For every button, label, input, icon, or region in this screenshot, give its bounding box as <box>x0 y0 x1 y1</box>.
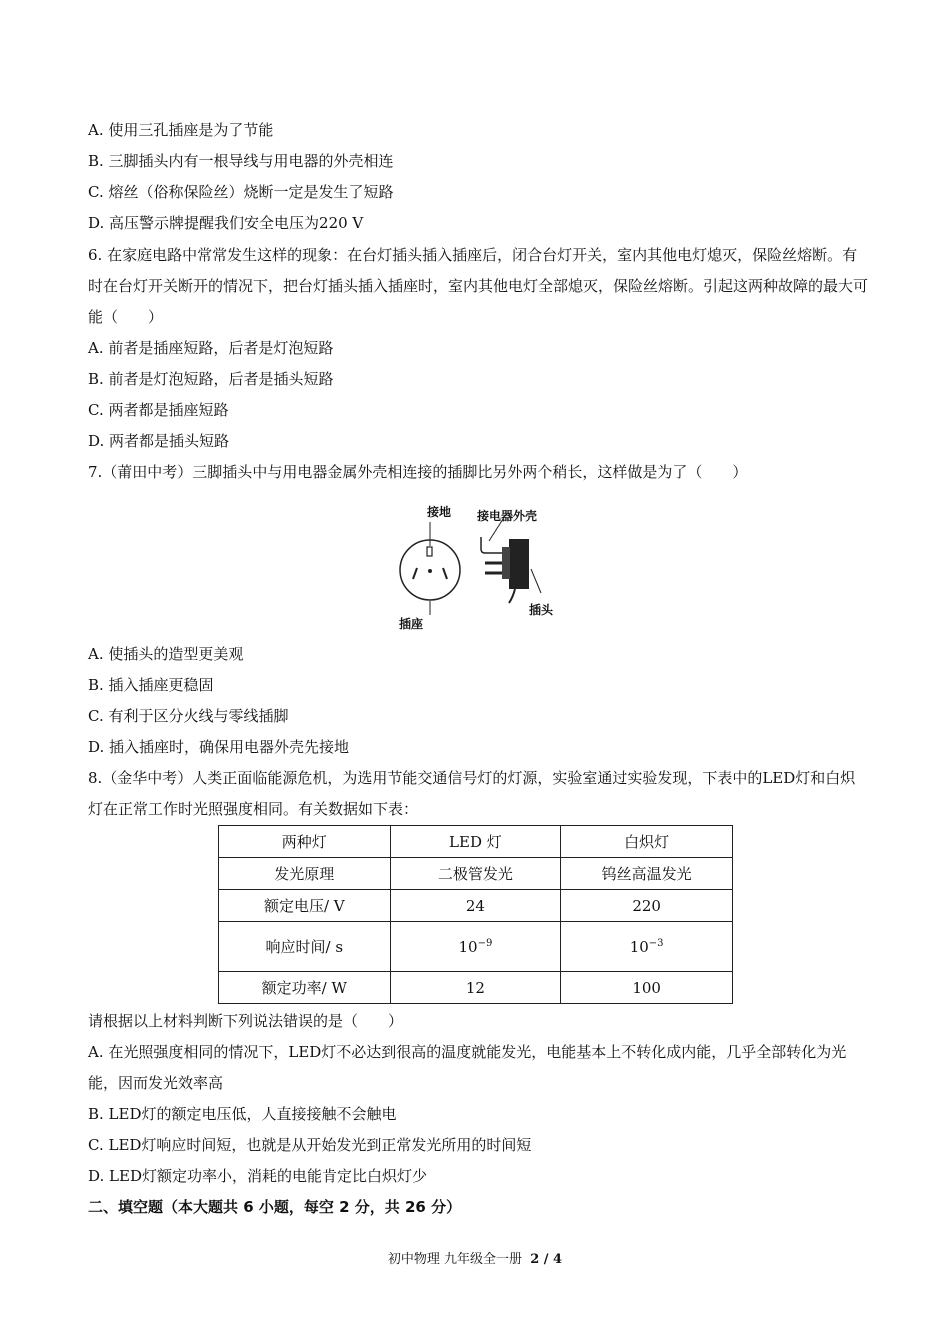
table-cell: 24 <box>390 890 561 922</box>
table-cell: 钨丝高温发光 <box>561 858 733 890</box>
table-row <box>219 858 733 890</box>
q8-option-c: C. LED灯响应时间短，也就是从开始发光到正常发光所用的时间短 <box>88 1136 532 1154</box>
socket-right-hole <box>443 568 447 579</box>
label-shell: 接电器外壳 <box>477 509 538 523</box>
table-cell: 额定电压/ V <box>219 890 391 922</box>
led-response-exponent: −9 <box>477 937 493 949</box>
q5-option-c: C. 熔丝（俗称保险丝）烧断一定是发生了短路 <box>88 183 394 201</box>
page-footer <box>0 1248 950 1267</box>
q6-option-b: B. 前者是灯泡短路，后者是插头短路 <box>88 370 334 388</box>
q6-stem: 6. 在家庭电路中常常发生这样的现象：在台灯插头插入插座后，闭合台灯开关，室内其他电灯熄灭，保险丝熔断。有时在台灯开关断开的情况下，把台灯插头插入插座时，室内其他电灯全部熄灭，保险丝熔断。引起这两种故障的最大可能（ ） <box>88 246 869 326</box>
label-plug: 插头 <box>529 603 554 617</box>
table-header-cell: LED 灯 <box>390 826 561 858</box>
table-header-cell: 两种灯 <box>219 826 391 858</box>
table-cell <box>561 922 733 972</box>
footer-course: 初中物理 九年级全一册 <box>387 1252 523 1267</box>
plug-leader-line <box>531 569 541 593</box>
table-cell: 发光原理 <box>219 858 391 890</box>
q8-option-d: D. LED灯额定功率小，消耗的电能肯定比白炽灯少 <box>88 1167 427 1185</box>
table-cell <box>390 922 561 972</box>
plug-front <box>502 547 510 579</box>
q5-option-a: A. 使用三孔插座是为了节能 <box>88 121 274 139</box>
section-2-title: 二、填空题（本大题共 6 小题，每空 2 分，共 26 分） <box>88 1198 462 1216</box>
table-row <box>219 890 733 922</box>
label-socket: 插座 <box>399 617 424 631</box>
table-cell: 12 <box>390 972 561 1004</box>
q6-option-a: A. 前者是插座短路，后者是灯泡短路 <box>88 339 334 357</box>
table-cell: 额定功率/ W <box>219 972 391 1004</box>
q8-stem: 8.（金华中考）人类正面临能源危机，为选用节能交通信号灯的灯源，实验室通过实验发现，下表中的LED灯和白炽灯在正常工作时光照强度相同。有关数据如下表： <box>88 769 856 818</box>
plug-cord <box>509 589 515 603</box>
table-header-row <box>219 826 733 858</box>
socket-screw <box>428 569 432 573</box>
table-row <box>219 922 733 972</box>
table-header-cell: 白炽灯 <box>561 826 733 858</box>
q6-option-c: C. 两者都是插座短路 <box>88 401 229 419</box>
plug-long-pin <box>481 537 502 553</box>
table-cell: 响应时间/ s <box>219 922 391 972</box>
socket-plug-figure <box>385 497 565 635</box>
q7-option-d: D. 插入插座时，确保用电器外壳先接地 <box>88 738 350 756</box>
lamp-data-table <box>218 825 733 1004</box>
led-response-base: 10 <box>458 937 478 956</box>
q7-option-a: A. 使插头的造型更美观 <box>88 645 244 663</box>
q5-option-d: D. 高压警示牌提醒我们安全电压为220 V <box>88 214 364 232</box>
socket-ground-hole <box>427 547 432 556</box>
q7-option-b: B. 插入插座更稳固 <box>88 676 214 694</box>
label-ground: 接地 <box>427 505 452 519</box>
inc-response-base: 10 <box>629 937 649 956</box>
q8-prompt: 请根据以上材料判断下列说法错误的是（ ） <box>88 1012 404 1030</box>
table-row <box>219 972 733 1004</box>
q8-option-a: A. 在光照强度相同的情况下，LED灯不必达到很高的温度就能发光，电能基本上不转化成内能，几乎全部转化为光能，因而发光效率高 <box>88 1043 847 1092</box>
socket-left-hole <box>413 568 417 579</box>
table-cell: 二极管发光 <box>390 858 561 890</box>
q7-option-c: C. 有利于区分火线与零线插脚 <box>88 707 289 725</box>
q7-stem: 7.（莆田中考）三脚插头中与用电器金属外壳相连接的插脚比另外两个稍长，这样做是为了（ ） <box>88 463 748 481</box>
table-cell: 220 <box>561 890 733 922</box>
table-cell: 100 <box>561 972 733 1004</box>
q5-option-b: B. 三脚插头内有一根导线与用电器的外壳相连 <box>88 152 394 170</box>
q6-option-d: D. 两者都是插头短路 <box>88 432 230 450</box>
inc-response-exponent: −3 <box>648 937 664 949</box>
footer-page-number: 2 / 4 <box>530 1252 563 1267</box>
q8-option-b: B. LED灯的额定电压低，人直接接触不会触电 <box>88 1105 397 1123</box>
plug-body <box>509 539 529 589</box>
